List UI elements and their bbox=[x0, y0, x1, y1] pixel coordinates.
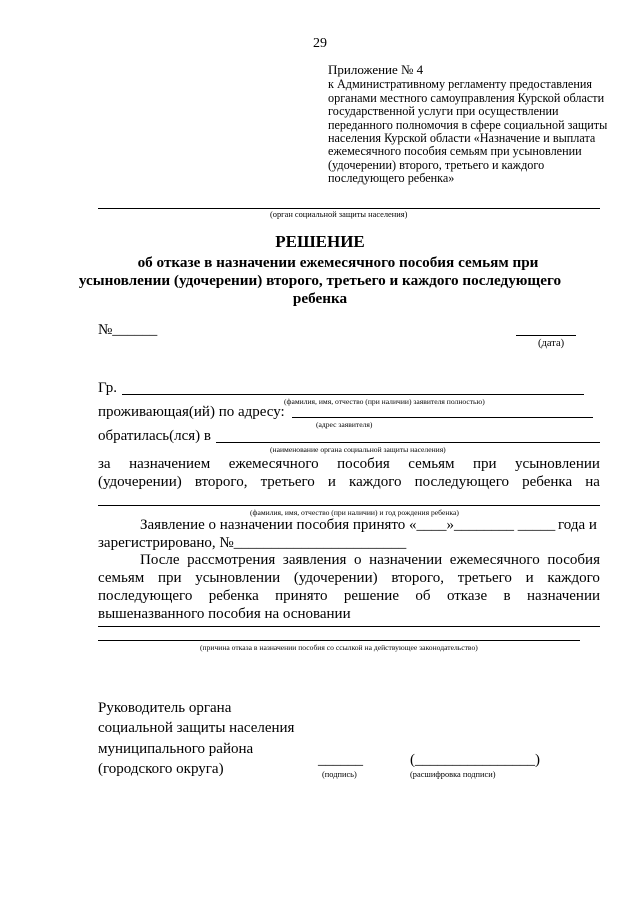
appendix-line: органами местного самоуправления Курской области bbox=[328, 90, 605, 105]
citizen-label: Гр. bbox=[98, 380, 117, 396]
reason-line[interactable] bbox=[98, 626, 600, 627]
document-subtitle-line: об отказе в назначении ежемесячного пособия семьям при bbox=[137, 254, 539, 271]
organ-caption: (орган социальной защиты населения) bbox=[270, 210, 408, 219]
date-caption: (дата) bbox=[538, 338, 565, 349]
address-line[interactable] bbox=[292, 417, 593, 418]
child-name-line[interactable] bbox=[98, 505, 600, 506]
signature-decode-field[interactable]: (________________) bbox=[410, 752, 540, 768]
page-number: 29 bbox=[313, 36, 327, 51]
statement-registered: зарегистрировано, №_______________________ bbox=[98, 535, 407, 551]
signatory-line: муниципального района bbox=[98, 740, 254, 757]
signatory-block bbox=[98, 698, 294, 780]
consideration-line: После рассмотрения заявления о назначении ежемесячного пособия bbox=[140, 552, 600, 568]
document-subtitle-line: ребенка bbox=[292, 290, 348, 307]
signatory-line: (городского округа) bbox=[98, 761, 224, 778]
decision-number-field[interactable]: №______ bbox=[98, 322, 158, 338]
statement-year-label: года и bbox=[558, 517, 597, 533]
reason-caption: (причина отказа в назначении пособия со ссылкой на действующее законодательство) bbox=[200, 643, 478, 652]
document-subtitle-line: усыновлении (удочерении) второго, третьего и каждого последующего bbox=[78, 272, 562, 289]
signatory-line: Руководитель органа bbox=[98, 700, 232, 716]
applied-label: обратилась(лся) в bbox=[98, 428, 211, 444]
organ-line[interactable] bbox=[98, 208, 600, 209]
citizen-name-line[interactable] bbox=[122, 394, 584, 395]
applied-caption: (наименование органа социальной защиты населения) bbox=[270, 445, 446, 454]
signature-field[interactable]: ______ bbox=[318, 752, 363, 768]
signature-caption: (подпись) bbox=[322, 770, 357, 779]
appendix-title: Приложение № 4 bbox=[328, 62, 424, 77]
date-line[interactable] bbox=[516, 335, 576, 336]
purpose-line: (удочерении) второго, третьего и каждого последующего ребенка на bbox=[98, 474, 600, 490]
child-caption: (фамилия, имя, отчество (при наличии) и год рождения ребенка) bbox=[250, 508, 459, 517]
appendix-line: населения Курской области «Назначение и выплата bbox=[328, 131, 596, 146]
reason-line[interactable] bbox=[98, 640, 580, 641]
appendix-line: государственной услуги при осуществлении bbox=[328, 104, 559, 119]
appendix-line: ежемесячного пособия семьям при усыновлении bbox=[328, 144, 582, 159]
appendix-line: переданного полномочия в сфере социальной защиты bbox=[328, 117, 608, 132]
document-title: РЕШЕНИЕ bbox=[275, 232, 365, 251]
appendix-line: последующего ребенка» bbox=[328, 171, 455, 186]
consideration-line: семьям при усыновлении (удочерении) второго, третьего и каждого bbox=[98, 570, 600, 586]
consideration-line: вышеназванного пособия на основании bbox=[98, 606, 351, 622]
applied-organ-line[interactable] bbox=[216, 442, 600, 443]
signatory-line: социальной защиты населения bbox=[98, 720, 295, 737]
address-label: проживающая(ий) по адресу: bbox=[98, 404, 285, 420]
appendix-line: (удочерении) второго, третьего и каждого bbox=[328, 157, 545, 172]
signature-decode-caption: (расшифровка подписи) bbox=[410, 770, 496, 779]
citizen-caption: (фамилия, имя, отчество (при наличии) заявителя полностью) bbox=[284, 397, 485, 406]
purpose-line: за назначением ежемесячного пособия семьям при усыновлении bbox=[98, 456, 600, 472]
appendix-line: к Административному регламенту предоставления bbox=[328, 77, 592, 92]
consideration-line: последующего ребенка принято решение об отказе в назначении bbox=[98, 588, 600, 604]
statement-received: Заявление о назначении пособия принято «____»________ _____ bbox=[140, 517, 556, 533]
address-caption: (адрес заявителя) bbox=[316, 420, 373, 429]
appendix-note bbox=[328, 63, 608, 186]
